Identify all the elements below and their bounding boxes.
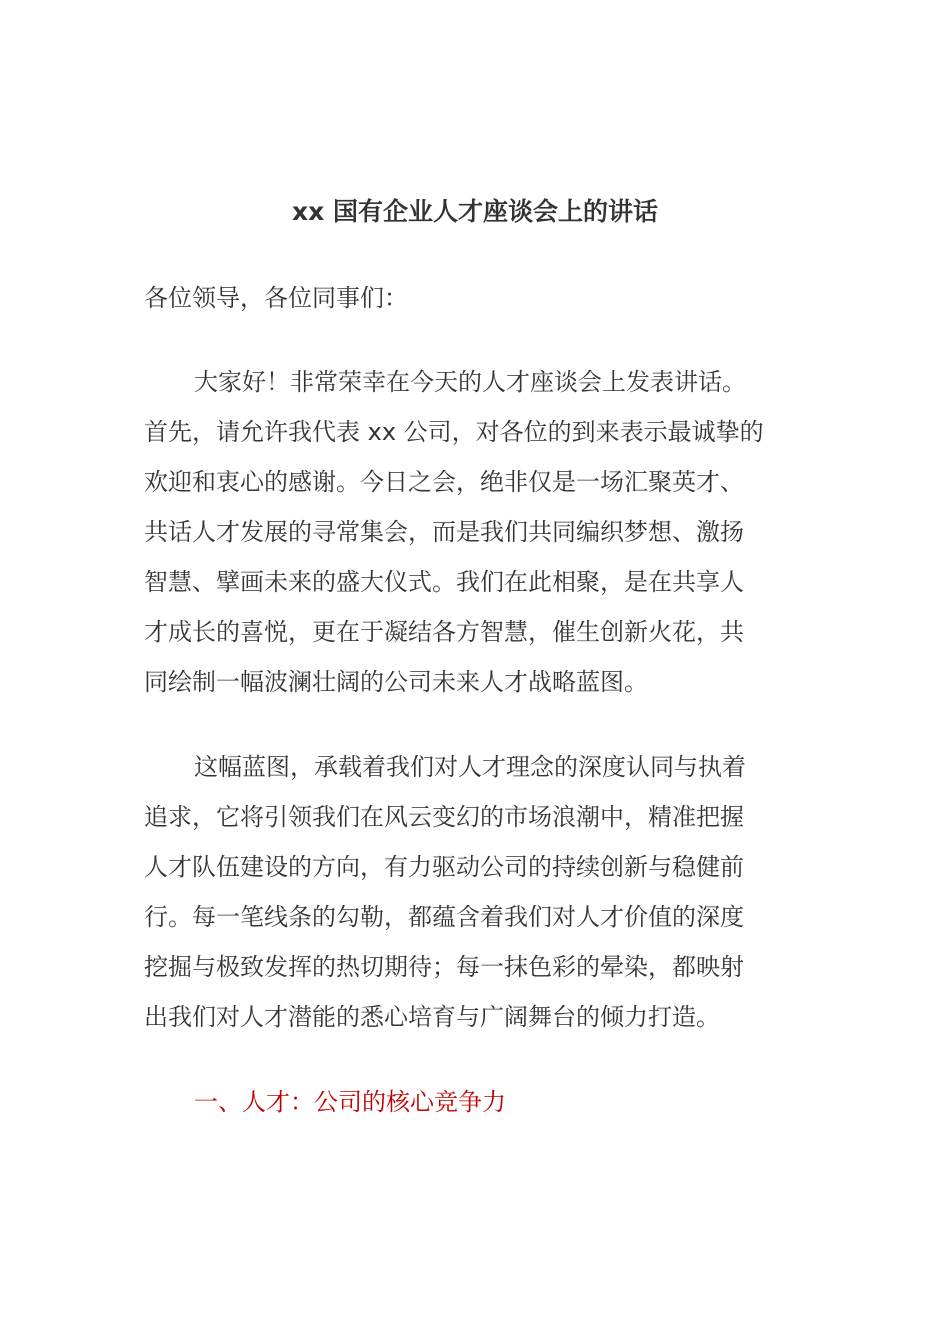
paragraph-1-line: 欢迎和衷心的感谢。今日之会，绝非仅是一场汇聚英才、	[144, 468, 744, 496]
paragraph-1-line: 共话人才发展的寻常集会，而是我们共同编织梦想、激扬	[144, 518, 744, 546]
paragraph-1-line: 同绘制一幅波澜壮阔的公司未来人才战略蓝图。	[144, 668, 648, 696]
paragraph-2-line: 追求，它将引领我们在风云变幻的市场浪潮中，精准把握	[144, 803, 744, 831]
paragraph-2-line: 这幅蓝图，承载着我们对人才理念的深度认同与执着	[194, 753, 746, 781]
paragraph-1-line: 首先，请允许我代表 xx 公司，对各位的到来表示最诚挚的	[144, 418, 764, 446]
paragraph-1-line: 才成长的喜悦，更在于凝结各方智慧，催生创新火花，共	[144, 618, 744, 646]
paragraph-1-line: 智慧、擘画未来的盛大仪式。我们在此相聚，是在共享人	[144, 568, 744, 596]
paragraph-2-line: 出我们对人才潜能的悉心培育与广阔舞台的倾力打造。	[144, 1003, 720, 1031]
paragraph-2-line: 挖掘与极致发挥的热切期待；每一抹色彩的晕染，都映射	[144, 953, 744, 981]
document-title: xx 国有企业人才座谈会上的讲话	[292, 197, 658, 226]
paragraph-2	[144, 742, 804, 1042]
salutation: 各位领导，各位同事们：	[144, 284, 408, 312]
paragraph-1	[144, 357, 804, 707]
paragraph-2-line: 行。每一笔线条的勾勒，都蕴含着我们对人才价值的深度	[144, 903, 744, 931]
section-heading: 一、人才：公司的核心竞争力	[194, 1088, 506, 1116]
paragraph-1-line: 大家好！非常荣幸在今天的人才座谈会上发表讲话。	[194, 368, 746, 396]
paragraph-2-line: 人才队伍建设的方向，有力驱动公司的持续创新与稳健前	[144, 853, 744, 881]
